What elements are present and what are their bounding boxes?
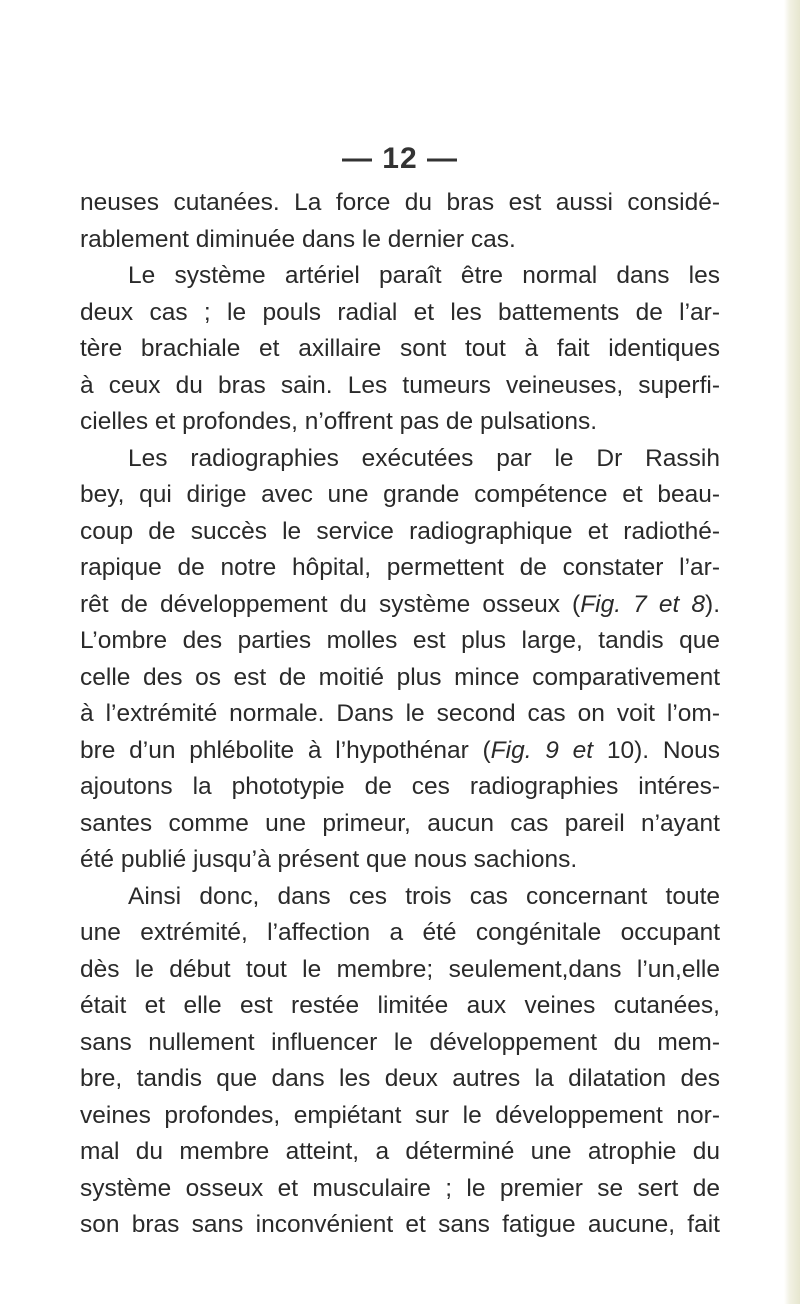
- paragraph: [80, 185, 720, 258]
- text-line: Les radiographies exécutées par le Dr Rassih: [128, 444, 720, 472]
- text-line: cielles et profondes, n’offrent pas de pulsations.: [80, 408, 598, 435]
- figure-reference: Fig. 9 et: [490, 736, 594, 764]
- paragraph: [80, 441, 720, 879]
- text-line: bey, qui dirige avec une grande compétence et beau-: [80, 481, 720, 508]
- text-segment: ).: [705, 590, 720, 618]
- text-line: Ainsi donc, dans ces trois cas concernant toute: [128, 882, 720, 910]
- text-segment: bre d’un phlébolite à l’hypothénar (: [80, 736, 491, 764]
- text-line: neuses cutanées. La force du bras est aussi considé-: [80, 189, 720, 216]
- text-line: celle des os est de moitié plus mince comparativement: [80, 663, 720, 691]
- text-line: été publié jusqu’à présent que nous sachions.: [80, 846, 578, 873]
- text-line: deux cas ; le pouls radial et les battements de l’ar-: [80, 298, 720, 326]
- text-line: Le système artériel paraît être normal dans les: [128, 262, 720, 289]
- text-line: coup de succès le service radiographique et radiothé-: [80, 517, 720, 545]
- paragraph: [80, 258, 720, 441]
- text-line: santes comme une primeur, aucun cas pareil n’ayant: [80, 809, 720, 837]
- text-line-figure-ref: [80, 587, 720, 624]
- text-line: système osseux et musculaire ; le premier se sert de: [80, 1174, 720, 1202]
- text-line: tère brachiale et axillaire sont tout à fait identiques: [80, 335, 720, 362]
- text-segment: 10). Nous: [593, 736, 721, 764]
- body-text: [80, 185, 720, 1244]
- text-line: était et elle est restée limitée aux veines cutanées,: [80, 992, 720, 1019]
- text-line: à ceux du bras sain. Les tumeurs veineuses, superfi-: [80, 371, 720, 399]
- text-line: mal du membre atteint, a déterminé une atrophie du: [80, 1138, 720, 1165]
- text-line: à l’extrémité normale. Dans le second cas on voit l’om-: [80, 700, 720, 727]
- text-segment: rêt de développement du système osseux (: [80, 590, 581, 618]
- text-line: L’ombre des parties molles est plus large, tandis que: [80, 627, 720, 654]
- page-number: — 12 —: [341, 142, 459, 175]
- text-line: son bras sans inconvénient et sans fatigue aucune, fait: [80, 1211, 720, 1238]
- text-line: rablement diminuée dans le dernier cas.: [80, 225, 516, 253]
- figure-reference: Fig. 7 et 8: [580, 590, 706, 618]
- paragraph: [80, 879, 720, 1244]
- text-line: une extrémité, l’affection a été congénitale occupant: [80, 919, 720, 946]
- text-line-figure-ref: [80, 733, 720, 770]
- text-line: ajoutons la phototypie de ces radiographies intéres-: [80, 773, 720, 800]
- page-edge-shadow: [784, 0, 800, 1304]
- text-line: veines profondes, empiétant sur le développement nor-: [80, 1101, 720, 1129]
- text-line: dès le début tout le membre; seulement,dans l’un,elle: [80, 955, 720, 983]
- text-line: bre, tandis que dans les deux autres la dilatation des: [80, 1065, 720, 1092]
- text-line: sans nullement influencer le développement du mem-: [80, 1028, 720, 1056]
- text-line: rapique de notre hôpital, permettent de constater l’ar-: [80, 554, 720, 581]
